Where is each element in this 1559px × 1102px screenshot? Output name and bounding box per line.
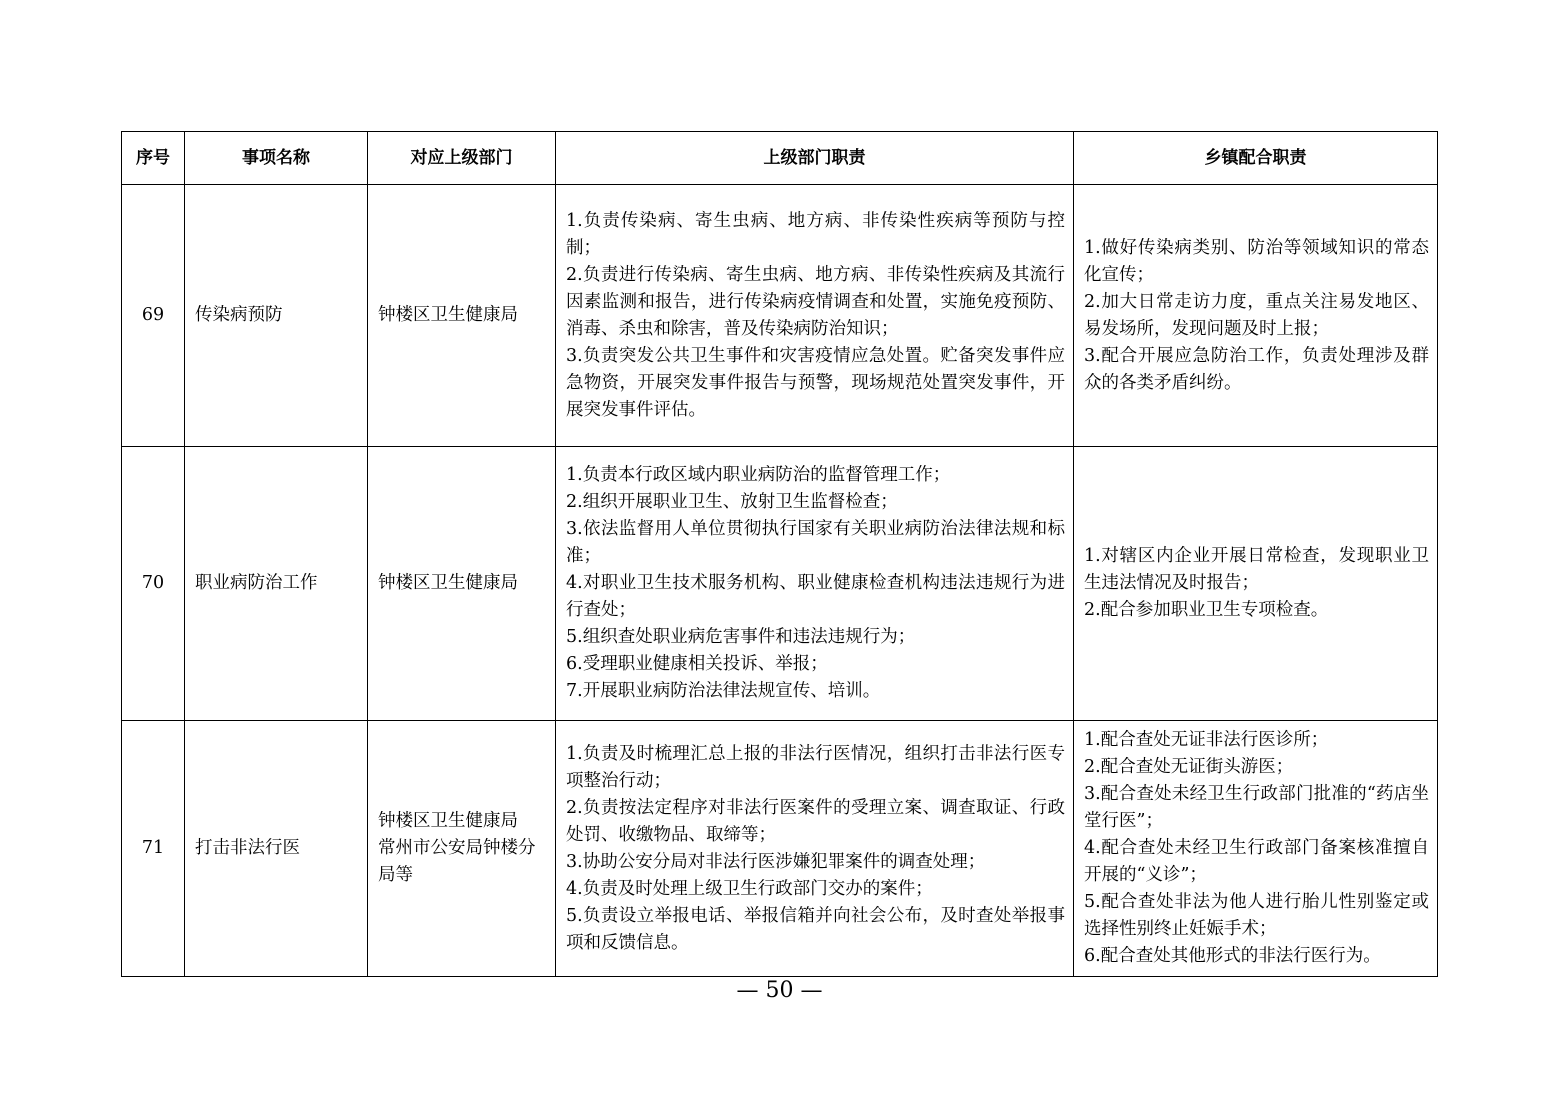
coop-line: 5.配合查处非法为他人进行胎儿性别鉴定或选择性别终止妊娠手术； <box>1084 892 1429 939</box>
coop-line: 1.对辖区内企业开展日常检查，发现职业卫生违法情况及时报告； <box>1084 546 1429 593</box>
duty-line: 2.负责进行传染病、寄生虫病、地方病、非传染性疾病及其流行因素监测和报告，进行传染病疫情调查和处置，实施免疫预防、消毒、杀虫和除害，普及传染病防治知识； <box>566 264 1065 339</box>
table-header-row <box>122 132 1438 185</box>
duty-line: 2.负责按法定程序对非法行医案件的受理立案、调查取证、行政处罚、收缴物品、取缔等； <box>566 797 1065 845</box>
coop-line: 2.配合查处无证街头游医； <box>1084 757 1294 777</box>
duty-line: 5.组织查处职业病危害事件和违法违规行为； <box>566 627 916 647</box>
duty-line: 1.负责及时梳理汇总上报的非法行医情况，组织打击非法行医专项整治行动； <box>566 743 1065 791</box>
dept-line: 常州市公安局钟楼分局等 <box>378 838 536 885</box>
duty-line: 3.依法监督用人单位贯彻执行国家有关职业病防治法律法规和标准； <box>566 519 1065 566</box>
duty-line: 1.负责本行政区域内职业病防治的监督管理工作； <box>566 465 951 485</box>
dept-line: 钟楼区卫生健康局 <box>378 811 518 831</box>
duty-table <box>121 131 1438 977</box>
town-duties <box>1074 447 1438 721</box>
header-no: 序号 <box>122 132 185 185</box>
row-number: 70 <box>122 447 185 721</box>
superior-dept <box>368 185 556 447</box>
table-body <box>122 185 1438 977</box>
superior-duties <box>556 185 1074 447</box>
dept-line: 钟楼区卫生健康局 <box>378 573 518 593</box>
header-dept: 对应上级部门 <box>368 132 556 185</box>
table-row <box>122 185 1438 447</box>
duty-line: 3.负责突发公共卫生事件和灾害疫情应急处置。贮备突发事件应急物资，开展突发事件报告与预警，现场规范处置突发事件，开展突发事件评估。 <box>566 345 1065 420</box>
coop-line: 1.配合查处无证非法行医诊所； <box>1084 730 1329 750</box>
item-name: 职业病防治工作 <box>185 447 368 721</box>
duty-line: 5.负责设立举报电话、举报信箱并向社会公布，及时查处举报事项和反馈信息。 <box>566 905 1065 953</box>
header-name: 事项名称 <box>185 132 368 185</box>
duty-line: 6.受理职业健康相关投诉、举报； <box>566 654 828 674</box>
table-row <box>122 447 1438 721</box>
item-name: 传染病预防 <box>185 185 368 447</box>
duty-line: 7.开展职业病防治法律法规宣传、培训。 <box>566 681 881 701</box>
coop-line: 2.加大日常走访力度，重点关注易发地区、易发场所，发现问题及时上报； <box>1084 291 1429 339</box>
dept-line: 钟楼区卫生健康局 <box>378 305 518 325</box>
row-number: 71 <box>122 721 185 977</box>
town-duties <box>1074 721 1438 977</box>
duty-line: 2.组织开展职业卫生、放射卫生监督检查； <box>566 492 898 512</box>
row-number: 69 <box>122 185 185 447</box>
town-duties <box>1074 185 1438 447</box>
duty-line: 4.对职业卫生技术服务机构、职业健康检查机构违法违规行为进行查处； <box>566 573 1065 620</box>
header-duties: 上级部门职责 <box>556 132 1074 185</box>
coop-line: 2.配合参加职业卫生专项检查。 <box>1084 600 1329 620</box>
duty-line: 1.负责传染病、寄生虫病、地方病、非传染性疾病等预防与控制； <box>566 210 1065 258</box>
superior-dept <box>368 721 556 977</box>
page-number: — 50 — <box>736 978 823 1003</box>
coop-line: 3.配合开展应急防治工作，负责处理涉及群众的各类矛盾纠纷。 <box>1084 345 1429 393</box>
duty-line: 3.协助公安分局对非法行医涉嫌犯罪案件的调查处理； <box>566 851 986 872</box>
coop-line: 4.配合查处未经卫生行政部门备案核准擅自开展的“义诊”； <box>1084 838 1429 885</box>
duty-line: 4.负责及时处理上级卫生行政部门交办的案件； <box>566 878 933 899</box>
header-coop: 乡镇配合职责 <box>1074 132 1438 185</box>
superior-duties <box>556 447 1074 721</box>
coop-line: 1.做好传染病类别、防治等领域知识的常态化宣传； <box>1084 237 1429 285</box>
table-row <box>122 721 1438 977</box>
item-name: 打击非法行医 <box>185 721 368 977</box>
superior-dept <box>368 447 556 721</box>
coop-line: 6.配合查处其他形式的非法行医行为。 <box>1084 946 1381 966</box>
superior-duties <box>556 721 1074 977</box>
coop-line: 3.配合查处未经卫生行政部门批准的“药店坐堂行医”； <box>1084 784 1429 831</box>
